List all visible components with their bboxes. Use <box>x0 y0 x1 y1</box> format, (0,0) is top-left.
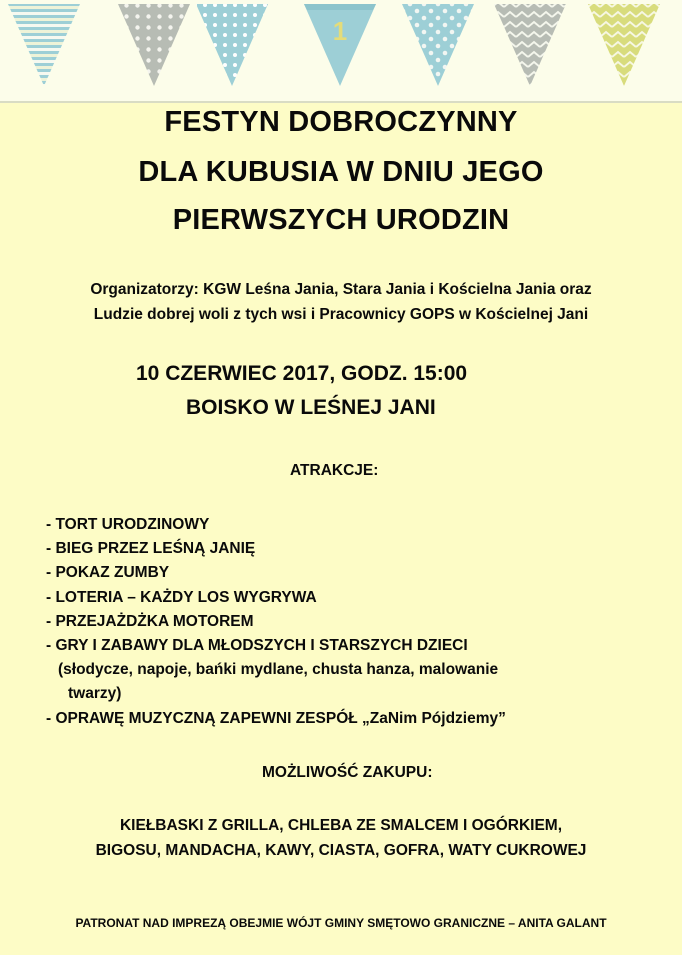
pennant-flag <box>196 4 268 86</box>
list-item: (słodycze, napoje, bańki mydlane, chusta hanza, malowanie <box>58 661 499 679</box>
list-item: - BIEG PRZEZ LEŚNĄ JANIĘ <box>46 540 256 558</box>
attractions-heading: ATRAKCJE: <box>290 462 379 479</box>
bunting-flags <box>0 0 682 103</box>
event-datetime: 10 CZERWIEC 2017, GODZ. 15:00 <box>136 362 468 385</box>
footer-patronage: PATRONAT NAD IMPREZĄ OBEJMIE WÓJT GMINY SMĘTOWO GRANICZNE – ANITA GALANT <box>75 916 607 930</box>
event-place: BOISKO W LEŚNEJ JANI <box>186 396 436 419</box>
list-item: - LOTERIA – KAŻDY LOS WYGRYWA <box>46 588 317 606</box>
list-item: - PRZEJAŻDŻKA MOTOREM <box>46 612 254 630</box>
purchase-line-2: BIGOSU, MANDACHA, KAWY, CIASTA, GOFRA, WATY CUKROWEJ <box>95 842 587 859</box>
list-item: - POKAZ ZUMBY <box>46 564 170 582</box>
purchase-heading: MOŻLIWOŚĆ ZAKUPU: <box>262 764 433 781</box>
pennant-flag <box>494 4 566 86</box>
attractions-list <box>46 513 506 731</box>
title-line-2: DLA KUBUSIA W DNIU JEGO <box>138 156 544 188</box>
pennant-flag <box>8 4 80 86</box>
pennant-flag <box>118 4 190 86</box>
title-line-1: FESTYN DOBROCZYNNY <box>164 106 518 138</box>
list-item: - GRY I ZABAWY DLA MŁODSZYCH I STARSZYCH DZIECI <box>46 637 468 655</box>
purchase-line-1: KIEŁBASKI Z GRILLA, CHLEBA ZE SMALCEM I OGÓRKIEM, <box>119 817 563 834</box>
organizers-line-2: Ludzie dobrej woli z tych wsi i Pracownicy GOPS w Kościelnej Jani <box>93 306 589 323</box>
bunting-banner <box>0 0 682 103</box>
title-line-3: PIERWSZYCH URODZIN <box>172 204 510 236</box>
pennant-flag <box>402 4 474 86</box>
list-item: twarzy) <box>68 685 122 703</box>
pennant-flag <box>588 4 660 86</box>
list-item: - OPRAWĘ MUZYCZNĄ ZAPEWNI ZESPÓŁ „ZaNim Pójdziemy” <box>46 709 506 727</box>
organizers-line-1: Organizatorzy: KGW Leśna Jania, Stara Jania i Kościelna Jania oraz <box>90 281 592 298</box>
flag-number: 1 <box>332 16 348 46</box>
list-item: - TORT URODZINOWY <box>46 516 210 533</box>
